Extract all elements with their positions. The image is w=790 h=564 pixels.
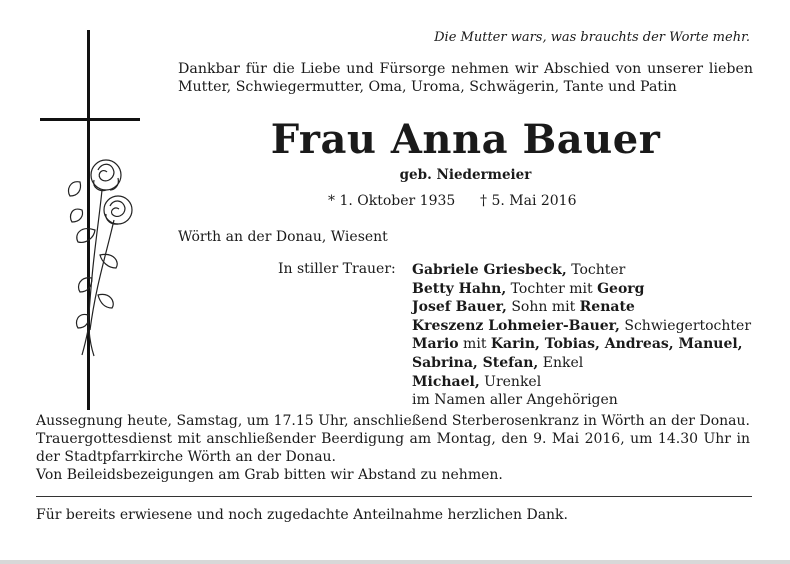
mourner-line: Betty Hahn, Tochter mit Georg — [412, 280, 645, 297]
service-info — [36, 412, 750, 484]
birth-date: * 1. Oktober 1935 — [328, 193, 456, 209]
deceased-name: Frau Anna Bauer — [270, 116, 661, 163]
bottom-border — [0, 560, 790, 564]
mourner-line: Gabriele Griesbeck, Tochter — [412, 262, 626, 278]
mourners-label: In stiller Trauer: — [278, 261, 396, 277]
mourner-line: Michael, Urenkel — [412, 373, 542, 390]
service-text: Aussegnung heute, Samstag, um 17.15 Uhr, anschließend Sterberosenkranz in Wörth an der Donau. Trauergottesdienst mit anschließender Beerdigung am Montag, den 9. Mai 2016, um 14.30 Uhr in der Stadtpfarrkirche Wörth an der Donau. — [36, 413, 750, 465]
motto: Die Mutter wars, was brauchts der Worte mehr. — [434, 30, 750, 45]
mourner-line: Kreszenz Lohmeier-Bauer, Schwiegertochter — [412, 317, 752, 334]
mourner-line: Josef Bauer, Sohn mit Renate — [412, 299, 635, 316]
maiden-name: geb. Niedermeier — [399, 167, 532, 183]
cross-icon — [40, 30, 150, 410]
cross-with-roses — [40, 30, 150, 410]
mourner-line: Mario mit Karin, Tobias, Andreas, Manuel, — [412, 336, 743, 353]
intro-text: Dankbar für die Liebe und Fürsorge nehmen wir Abschied von unserer lieben Mutter, Schwiegermutter, Oma, Uroma, Schwägerin, Tante und Patin — [178, 61, 753, 95]
death-date: † 5. Mai 2016 — [480, 193, 577, 209]
mourner-line: Sabrina, Stefan, Enkel — [412, 354, 584, 371]
roses-icon — [68, 160, 132, 356]
condolence-note: Von Beileidsbezeigungen am Grab bitten wir Abstand zu nehmen. — [36, 467, 503, 483]
divider — [36, 496, 752, 497]
mourner-line: im Namen aller Angehörigen — [412, 392, 618, 409]
thanks-text: Für bereits erwiesene und noch zugedachte Anteilnahme herzlichen Dank. — [36, 507, 568, 523]
mourners-list — [412, 261, 751, 410]
place: Wörth an der Donau, Wiesent — [178, 229, 388, 245]
